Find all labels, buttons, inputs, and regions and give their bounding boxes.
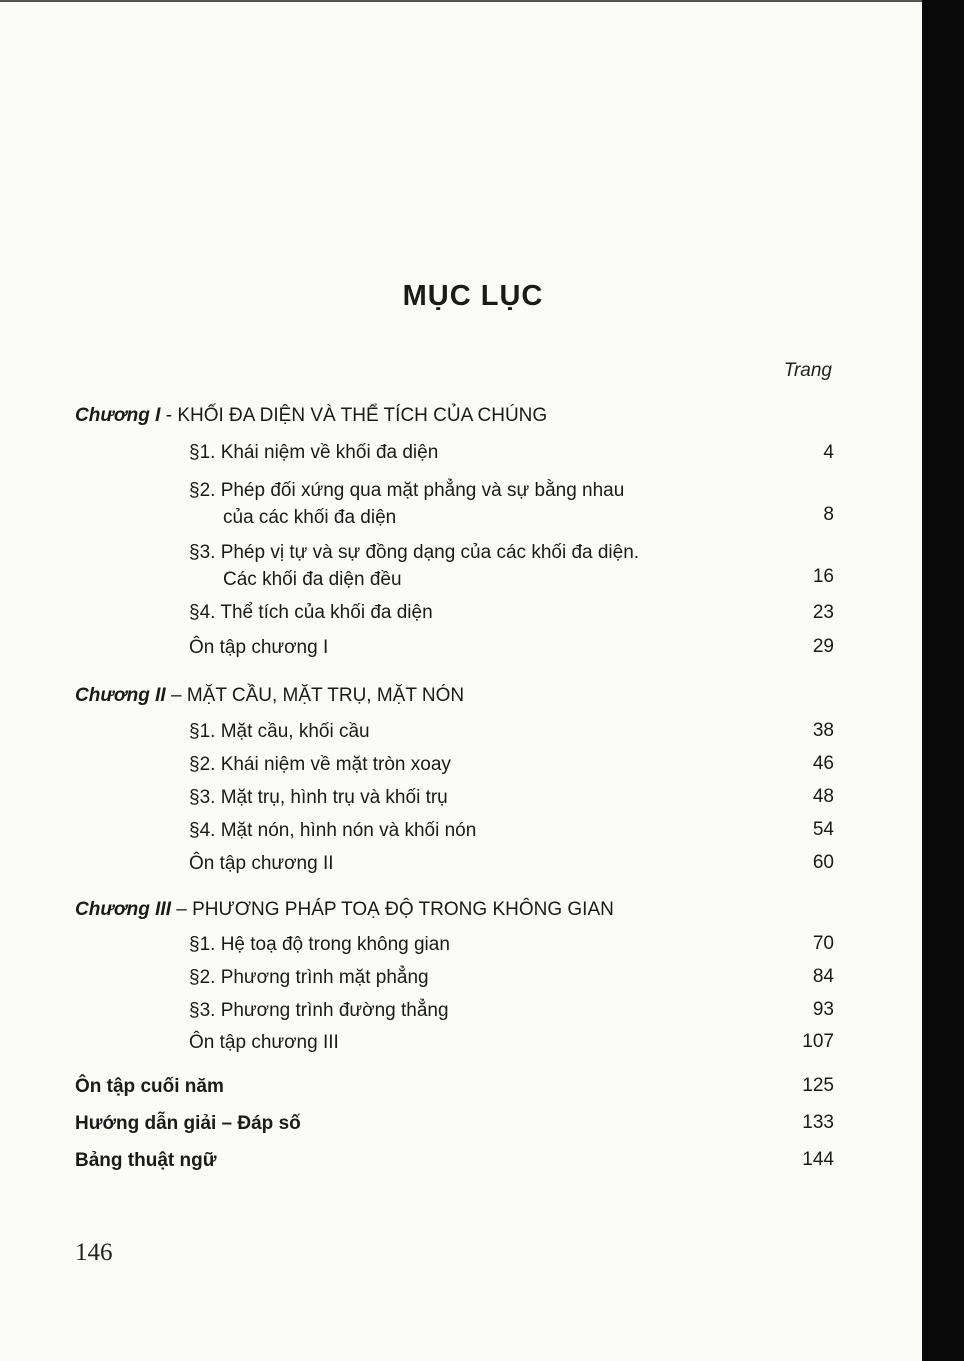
toc-back-entry-page: 144 (802, 1149, 834, 1170)
toc-title: MỤC LỤC (402, 280, 544, 312)
toc-back-entry: Bảng thuật ngữ (75, 1150, 217, 1171)
toc-entry: Ôn tập chương I (189, 637, 329, 658)
toc-back-entry-page: 133 (802, 1112, 834, 1133)
toc-entry: §2. Phương trình mặt phẳng (189, 967, 429, 988)
toc-entry-page: 54 (812, 819, 834, 840)
toc-entry-line1: §3. Phép vị tự và sự đồng dạng của các khối đa diện. (189, 542, 640, 563)
toc-entry: Ôn tập chương III (189, 1032, 339, 1053)
toc-entry-page: 23 (812, 602, 834, 623)
toc-entry-page: 93 (812, 999, 834, 1020)
toc-entry-line1: §2. Phép đối xứng qua mặt phẳng và sự bằng nhau (189, 480, 625, 501)
toc-entry-page: 38 (812, 720, 834, 741)
page-number: 146 (75, 1239, 113, 1266)
toc-entry (189, 539, 639, 593)
toc-entry-page: 84 (812, 966, 834, 987)
chapter-1-heading (75, 404, 547, 428)
toc-entry-page: 4 (823, 442, 834, 463)
scan-edge-border (922, 0, 964, 1361)
toc-back-entry-page: 125 (802, 1075, 834, 1096)
page-column-heading: Trang (783, 360, 832, 381)
chapter-1-title: KHỐI ĐA DIỆN VÀ THỂ TÍCH CỦA CHÚNG (177, 405, 548, 426)
toc-entry (189, 477, 624, 531)
toc-entry-page: 48 (812, 786, 834, 807)
chapter-1-separator: - (160, 405, 178, 426)
chapter-3-title: PHƯƠNG PHÁP TOẠ ĐỘ TRONG KHÔNG GIAN (192, 899, 614, 920)
toc-entry: Ôn tập chương II (189, 853, 334, 874)
chapter-1-label: Chương I (75, 405, 161, 426)
toc-entry: §4. Mặt nón, hình nón và khối nón (189, 820, 477, 841)
toc-entry: §2. Khái niệm về mặt tròn xoay (189, 754, 451, 775)
toc-back-entry: Ôn tập cuối năm (75, 1076, 224, 1097)
chapter-2-separator: – (165, 685, 187, 706)
toc-entry: §1. Mặt cầu, khối cầu (189, 721, 370, 742)
toc-entry-page: 29 (812, 636, 834, 657)
toc-entry-page: 8 (823, 504, 834, 525)
top-rule (0, 0, 922, 2)
toc-entry-page: 107 (802, 1031, 834, 1052)
toc-back-entry: Hướng dẫn giải – Đáp số (75, 1113, 301, 1134)
chapter-2-title: MẶT CẦU, MẶT TRỤ, MẶT NÓN (186, 685, 465, 706)
toc-entry-page: 16 (812, 566, 834, 587)
chapter-2-heading (75, 684, 464, 708)
chapter-3-separator: – (170, 899, 193, 920)
chapter-3-heading (75, 898, 614, 922)
chapter-3-label: Chương III (75, 899, 171, 920)
toc-entry: §1. Hệ toạ độ trong không gian (189, 934, 450, 955)
chapter-2-label: Chương II (75, 685, 166, 706)
toc-entry-line2: Các khối đa diện đều (223, 569, 402, 590)
toc-entry: §1. Khái niệm về khối đa diện (189, 442, 439, 463)
toc-entry: §3. Mặt trụ, hình trụ và khối trụ (189, 787, 448, 808)
toc-entry-page: 70 (812, 933, 834, 954)
toc-entry: §4. Thể tích của khối đa diện (189, 602, 433, 623)
toc-entry-line2: của các khối đa diện (223, 507, 397, 528)
toc-entry: §3. Phương trình đường thẳng (189, 1000, 449, 1021)
toc-entry-page: 60 (812, 852, 834, 873)
toc-entry-page: 46 (812, 753, 834, 774)
